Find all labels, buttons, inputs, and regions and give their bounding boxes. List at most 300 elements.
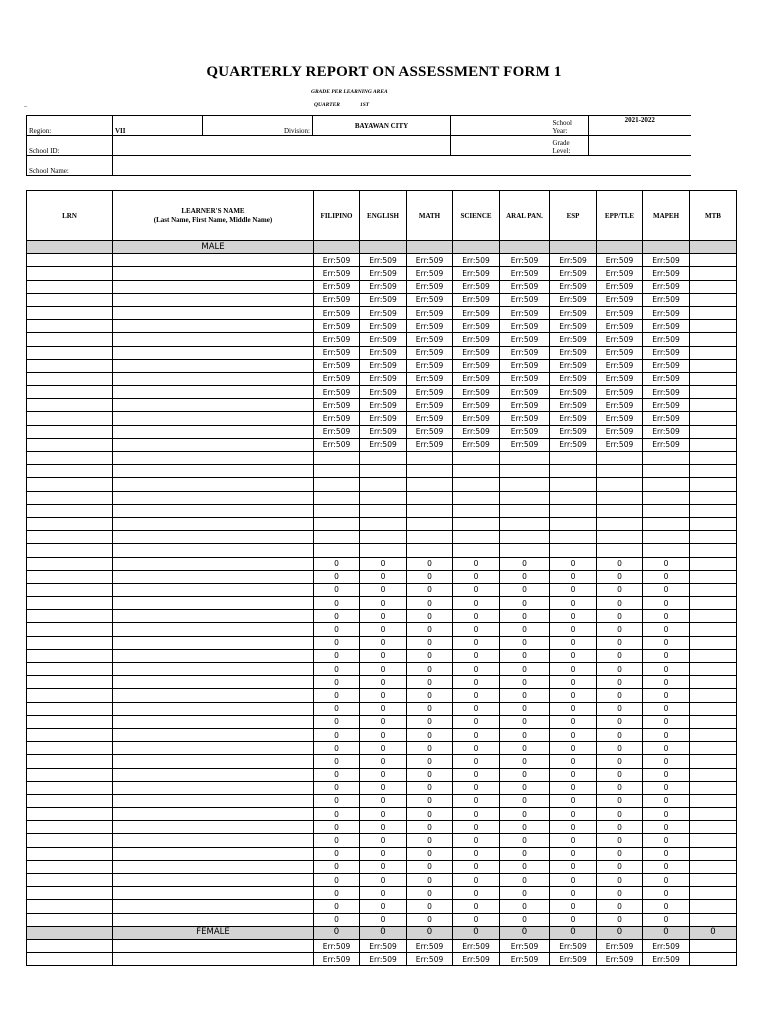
grade-cell[interactable]: 0 [407,728,453,741]
grade-cell[interactable]: 0 [643,702,690,715]
learner-name-cell[interactable] [113,794,314,807]
grade-cell[interactable]: 0 [314,570,360,583]
grade-cell[interactable] [407,517,453,530]
grade-cell[interactable]: 0 [643,649,690,662]
grade-cell[interactable]: 0 [360,728,407,741]
grade-cell[interactable]: 0 [407,689,453,702]
grade-cell[interactable]: 0 [453,794,500,807]
grade-cell[interactable]: 0 [314,874,360,887]
learner-name-cell[interactable] [113,755,314,768]
grade-cell[interactable]: 0 [597,781,643,794]
lrn-cell[interactable] [27,320,113,333]
grade-cell[interactable]: 0 [453,663,500,676]
grade-cell[interactable]: Err:509 [360,412,407,425]
grade-cell[interactable] [597,531,643,544]
learner-name-cell[interactable] [113,768,314,781]
grade-cell[interactable]: 0 [500,597,550,610]
grade-cell[interactable]: 0 [500,557,550,570]
grade-cell[interactable]: 0 [643,597,690,610]
grade-cell[interactable]: 0 [643,676,690,689]
grade-cell[interactable]: Err:509 [314,306,360,319]
grade-cell[interactable]: 0 [407,913,453,926]
grade-cell[interactable]: 0 [407,742,453,755]
grade-cell[interactable]: 0 [597,689,643,702]
grade-cell[interactable] [690,280,737,293]
grade-cell[interactable]: 0 [407,597,453,610]
grade-cell[interactable]: 0 [500,583,550,596]
grade-cell[interactable]: Err:509 [407,412,453,425]
grade-cell[interactable] [597,465,643,478]
grade-cell[interactable]: 0 [597,623,643,636]
grade-cell[interactable] [690,847,737,860]
grade-cell[interactable]: 0 [597,742,643,755]
grade-cell[interactable]: 0 [500,887,550,900]
lrn-cell[interactable] [27,333,113,346]
grade-cell[interactable]: 0 [597,676,643,689]
grade-cell[interactable] [690,465,737,478]
grade-cell[interactable]: 0 [407,768,453,781]
grade-cell[interactable]: Err:509 [314,320,360,333]
learner-name-cell[interactable] [113,636,314,649]
grade-cell[interactable]: 0 [314,900,360,913]
grade-cell[interactable]: 0 [643,583,690,596]
learner-name-cell[interactable] [113,715,314,728]
grade-cell[interactable]: 0 [360,847,407,860]
grade-cell[interactable]: Err:509 [314,359,360,372]
grade-cell[interactable]: 0 [500,728,550,741]
grade-cell[interactable]: 0 [550,570,597,583]
grade-cell[interactable] [314,491,360,504]
grade-cell[interactable]: 0 [314,834,360,847]
grade-cell[interactable] [407,504,453,517]
grade-cell[interactable]: 0 [643,834,690,847]
grade-cell[interactable]: 0 [453,610,500,623]
grade-cell[interactable]: 0 [597,636,643,649]
grade-cell[interactable]: 0 [643,663,690,676]
grade-cell[interactable]: Err:509 [360,280,407,293]
grade-cell[interactable]: 0 [314,689,360,702]
grade-cell[interactable] [643,491,690,504]
grade-cell[interactable]: Err:509 [500,346,550,359]
grade-cell[interactable]: 0 [500,610,550,623]
lrn-cell[interactable] [27,623,113,636]
grade-cell[interactable]: 0 [453,887,500,900]
grade-cell[interactable]: 0 [597,874,643,887]
grade-cell[interactable]: Err:509 [550,267,597,280]
lrn-cell[interactable] [27,438,113,451]
lrn-cell[interactable] [27,808,113,821]
grade-cell[interactable]: 0 [500,623,550,636]
grade-cell[interactable]: Err:509 [500,359,550,372]
grade-cell[interactable]: 0 [453,768,500,781]
grade-cell[interactable]: Err:509 [643,399,690,412]
grade-cell[interactable]: 0 [407,887,453,900]
grade-cell[interactable]: 0 [407,755,453,768]
school-id-field[interactable] [113,136,451,156]
grade-cell[interactable]: Err:509 [500,939,550,952]
grade-cell[interactable]: 0 [453,689,500,702]
grade-cell[interactable]: 0 [500,900,550,913]
grade-cell[interactable]: Err:509 [407,953,453,966]
grade-cell[interactable]: Err:509 [314,333,360,346]
lrn-cell[interactable] [27,359,113,372]
grade-cell[interactable]: 0 [407,860,453,873]
grade-cell[interactable]: 0 [360,768,407,781]
lrn-cell[interactable] [27,544,113,557]
grade-cell[interactable]: 0 [360,676,407,689]
grade-cell[interactable] [690,597,737,610]
grade-cell[interactable]: 0 [407,570,453,583]
learner-name-cell[interactable] [113,412,314,425]
lrn-cell[interactable] [27,504,113,517]
grade-cell[interactable]: 0 [643,887,690,900]
grade-cell[interactable]: 0 [500,649,550,662]
grade-cell[interactable] [597,504,643,517]
grade-cell[interactable]: 0 [643,781,690,794]
grade-cell[interactable]: 0 [550,847,597,860]
grade-cell[interactable]: 0 [597,847,643,860]
grade-cell[interactable]: 0 [500,808,550,821]
learner-name-cell[interactable] [113,781,314,794]
lrn-cell[interactable] [27,900,113,913]
grade-cell[interactable]: 0 [407,834,453,847]
grade-cell[interactable] [550,465,597,478]
lrn-cell[interactable] [27,425,113,438]
grade-cell[interactable]: Err:509 [500,438,550,451]
grade-cell[interactable] [690,728,737,741]
grade-cell[interactable]: Err:509 [500,306,550,319]
grade-cell[interactable] [550,491,597,504]
grade-cell[interactable]: Err:509 [453,438,500,451]
learner-name-cell[interactable] [113,583,314,596]
grade-cell[interactable] [690,649,737,662]
lrn-cell[interactable] [27,399,113,412]
learner-name-cell[interactable] [113,728,314,741]
grade-cell[interactable]: 0 [453,715,500,728]
grade-cell[interactable] [690,438,737,451]
grade-cell[interactable]: Err:509 [550,425,597,438]
grade-cell[interactable]: Err:509 [597,939,643,952]
grade-cell[interactable]: Err:509 [597,333,643,346]
lrn-cell[interactable] [27,346,113,359]
learner-name-cell[interactable] [113,742,314,755]
grade-cell[interactable]: 0 [314,913,360,926]
grade-cell[interactable] [690,742,737,755]
grade-cell[interactable] [360,478,407,491]
grade-cell[interactable]: 0 [597,570,643,583]
grade-cell[interactable]: 0 [453,623,500,636]
grade-cell[interactable]: 0 [453,847,500,860]
grade-cell[interactable] [360,465,407,478]
lrn-cell[interactable] [27,517,113,530]
grade-cell[interactable]: 0 [643,900,690,913]
grade-cell[interactable]: 0 [360,834,407,847]
grade-cell[interactable]: Err:509 [453,333,500,346]
lrn-cell[interactable] [27,847,113,860]
grade-cell[interactable]: 0 [643,913,690,926]
grade-cell[interactable]: Err:509 [500,412,550,425]
learner-name-cell[interactable] [113,597,314,610]
grade-cell[interactable] [690,346,737,359]
grade-cell[interactable]: Err:509 [500,386,550,399]
grade-cell[interactable] [690,531,737,544]
grade-cell[interactable]: 0 [500,755,550,768]
grade-cell[interactable]: 0 [597,583,643,596]
grade-cell[interactable]: 0 [550,755,597,768]
learner-name-cell[interactable] [113,267,314,280]
grade-cell[interactable]: Err:509 [597,254,643,267]
grade-cell[interactable]: Err:509 [550,346,597,359]
grade-cell[interactable]: 0 [550,715,597,728]
grade-cell[interactable]: 0 [407,821,453,834]
grade-cell[interactable]: 0 [360,702,407,715]
grade-cell[interactable]: Err:509 [314,267,360,280]
lrn-cell[interactable] [27,293,113,306]
grade-cell[interactable]: 0 [453,755,500,768]
grade-cell[interactable]: 0 [360,900,407,913]
grade-cell[interactable]: 0 [453,728,500,741]
grade-cell[interactable] [550,517,597,530]
grade-cell[interactable]: 0 [314,755,360,768]
lrn-cell[interactable] [27,649,113,662]
grade-cell[interactable] [690,636,737,649]
grade-cell[interactable] [453,544,500,557]
grade-cell[interactable] [453,491,500,504]
lrn-cell[interactable] [27,768,113,781]
grade-cell[interactable] [643,517,690,530]
grade-cell[interactable]: 0 [550,583,597,596]
grade-cell[interactable]: 0 [314,676,360,689]
learner-name-cell[interactable] [113,254,314,267]
grade-cell[interactable] [690,544,737,557]
grade-cell[interactable]: Err:509 [550,438,597,451]
grade-cell[interactable]: Err:509 [314,386,360,399]
learner-name-cell[interactable] [113,452,314,465]
grade-cell[interactable]: 0 [597,768,643,781]
grade-cell[interactable]: 0 [453,702,500,715]
grade-cell[interactable]: 0 [360,742,407,755]
grade-cell[interactable] [360,544,407,557]
grade-cell[interactable] [690,254,737,267]
grade-cell[interactable]: 0 [500,821,550,834]
grade-cell[interactable]: Err:509 [407,399,453,412]
grade-cell[interactable]: 0 [314,742,360,755]
grade-cell[interactable]: 0 [314,808,360,821]
grade-cell[interactable]: 0 [643,808,690,821]
grade-cell[interactable]: Err:509 [643,438,690,451]
grade-cell[interactable]: 0 [407,715,453,728]
lrn-cell[interactable] [27,306,113,319]
learner-name-cell[interactable] [113,860,314,873]
grade-cell[interactable]: 0 [643,636,690,649]
grade-cell[interactable]: Err:509 [314,254,360,267]
grade-cell[interactable]: 0 [643,794,690,807]
grade-cell[interactable]: 0 [550,900,597,913]
grade-cell[interactable]: 0 [550,676,597,689]
grade-cell[interactable]: 0 [453,742,500,755]
lrn-cell[interactable] [27,557,113,570]
grade-cell[interactable]: 0 [550,808,597,821]
grade-cell[interactable]: Err:509 [550,293,597,306]
learner-name-cell[interactable] [113,557,314,570]
grade-cell[interactable]: 0 [360,623,407,636]
grade-cell[interactable]: 0 [550,913,597,926]
grade-cell[interactable]: Err:509 [407,306,453,319]
grade-cell[interactable] [690,412,737,425]
grade-cell[interactable]: Err:509 [550,306,597,319]
grade-cell[interactable]: Err:509 [453,386,500,399]
grade-cell[interactable] [690,623,737,636]
grade-cell[interactable] [690,887,737,900]
grade-cell[interactable] [690,702,737,715]
grade-cell[interactable]: 0 [314,663,360,676]
grade-cell[interactable]: 0 [500,834,550,847]
grade-cell[interactable]: 0 [597,610,643,623]
region-value[interactable]: VII [113,116,203,136]
grade-cell[interactable] [360,517,407,530]
grade-cell[interactable] [690,320,737,333]
grade-cell[interactable] [690,491,737,504]
grade-cell[interactable]: 0 [500,663,550,676]
grade-cell[interactable]: Err:509 [453,399,500,412]
grade-cell[interactable]: Err:509 [597,372,643,385]
school-year-value[interactable]: 2021-2022 [589,116,691,136]
grade-cell[interactable]: Err:509 [597,320,643,333]
learner-name-cell[interactable] [113,372,314,385]
grade-cell[interactable] [690,583,737,596]
grade-cell[interactable]: Err:509 [314,293,360,306]
grade-cell[interactable]: 0 [360,583,407,596]
grade-cell[interactable]: Err:509 [360,372,407,385]
grade-cell[interactable] [314,465,360,478]
grade-cell[interactable]: Err:509 [314,280,360,293]
grade-cell[interactable]: Err:509 [597,293,643,306]
grade-cell[interactable] [314,504,360,517]
grade-cell[interactable] [453,504,500,517]
grade-cell[interactable] [407,544,453,557]
grade-cell[interactable]: Err:509 [360,425,407,438]
grade-cell[interactable]: Err:509 [453,293,500,306]
grade-cell[interactable]: Err:509 [500,280,550,293]
grade-cell[interactable]: Err:509 [643,254,690,267]
grade-cell[interactable]: Err:509 [643,359,690,372]
grade-cell[interactable] [360,491,407,504]
grade-cell[interactable]: 0 [500,689,550,702]
grade-cell[interactable]: Err:509 [500,267,550,280]
grade-cell[interactable]: 0 [314,768,360,781]
lrn-cell[interactable] [27,913,113,926]
grade-cell[interactable]: 0 [550,834,597,847]
grade-cell[interactable] [500,478,550,491]
grade-cell[interactable]: 0 [500,676,550,689]
lrn-cell[interactable] [27,874,113,887]
learner-name-cell[interactable] [113,676,314,689]
grade-cell[interactable] [690,333,737,346]
learner-name-cell[interactable] [113,953,314,966]
grade-cell[interactable]: 0 [453,597,500,610]
grade-cell[interactable] [690,570,737,583]
grade-cell[interactable]: Err:509 [453,280,500,293]
grade-cell[interactable] [453,531,500,544]
grade-cell[interactable] [690,689,737,702]
learner-name-cell[interactable] [113,517,314,530]
grade-cell[interactable] [643,544,690,557]
learner-name-cell[interactable] [113,478,314,491]
grade-cell[interactable]: Err:509 [500,333,550,346]
grade-cell[interactable]: 0 [453,636,500,649]
grade-cell[interactable] [690,768,737,781]
grade-cell[interactable] [643,478,690,491]
grade-cell[interactable] [597,452,643,465]
grade-cell[interactable]: 0 [597,794,643,807]
grade-cell[interactable]: Err:509 [453,412,500,425]
grade-cell[interactable]: Err:509 [314,438,360,451]
lrn-cell[interactable] [27,570,113,583]
grade-cell[interactable]: 0 [407,808,453,821]
grade-cell[interactable]: 0 [597,887,643,900]
grade-cell[interactable]: 0 [500,636,550,649]
grade-cell[interactable]: 0 [314,623,360,636]
lrn-cell[interactable] [27,953,113,966]
learner-name-cell[interactable] [113,320,314,333]
grade-cell[interactable]: Err:509 [550,280,597,293]
grade-cell[interactable]: 0 [550,649,597,662]
grade-cell[interactable]: 0 [643,755,690,768]
grade-cell[interactable]: Err:509 [314,399,360,412]
grade-cell[interactable]: 0 [643,768,690,781]
grade-cell[interactable] [690,372,737,385]
grade-cell[interactable] [690,478,737,491]
grade-cell[interactable]: Err:509 [597,425,643,438]
grade-cell[interactable]: Err:509 [314,953,360,966]
grade-cell[interactable] [690,715,737,728]
grade-cell[interactable] [690,781,737,794]
grade-cell[interactable]: 0 [314,887,360,900]
grade-cell[interactable]: 0 [453,821,500,834]
grade-cell[interactable]: 0 [500,570,550,583]
grade-cell[interactable]: 0 [360,610,407,623]
grade-cell[interactable]: 0 [360,597,407,610]
grade-cell[interactable]: Err:509 [643,386,690,399]
grade-cell[interactable]: 0 [550,597,597,610]
grade-cell[interactable]: 0 [453,834,500,847]
grade-cell[interactable] [314,478,360,491]
grade-cell[interactable]: 0 [550,702,597,715]
grade-cell[interactable]: 0 [314,847,360,860]
grade-cell[interactable]: Err:509 [643,320,690,333]
grade-cell[interactable]: Err:509 [643,346,690,359]
grade-cell[interactable] [643,465,690,478]
grade-cell[interactable] [500,465,550,478]
grade-cell[interactable]: Err:509 [453,306,500,319]
grade-cell[interactable] [690,834,737,847]
grade-cell[interactable]: Err:509 [314,346,360,359]
grade-cell[interactable] [690,874,737,887]
lrn-cell[interactable] [27,478,113,491]
lrn-cell[interactable] [27,821,113,834]
grade-cell[interactable]: 0 [597,663,643,676]
grade-cell[interactable]: 0 [643,821,690,834]
learner-name-cell[interactable] [113,913,314,926]
grade-cell[interactable]: 0 [453,676,500,689]
grade-cell[interactable]: 0 [597,900,643,913]
grade-cell[interactable]: Err:509 [314,412,360,425]
grade-cell[interactable]: 0 [643,610,690,623]
grade-cell[interactable]: 0 [453,808,500,821]
grade-cell[interactable] [314,544,360,557]
grade-cell[interactable]: 0 [550,887,597,900]
lrn-cell[interactable] [27,689,113,702]
